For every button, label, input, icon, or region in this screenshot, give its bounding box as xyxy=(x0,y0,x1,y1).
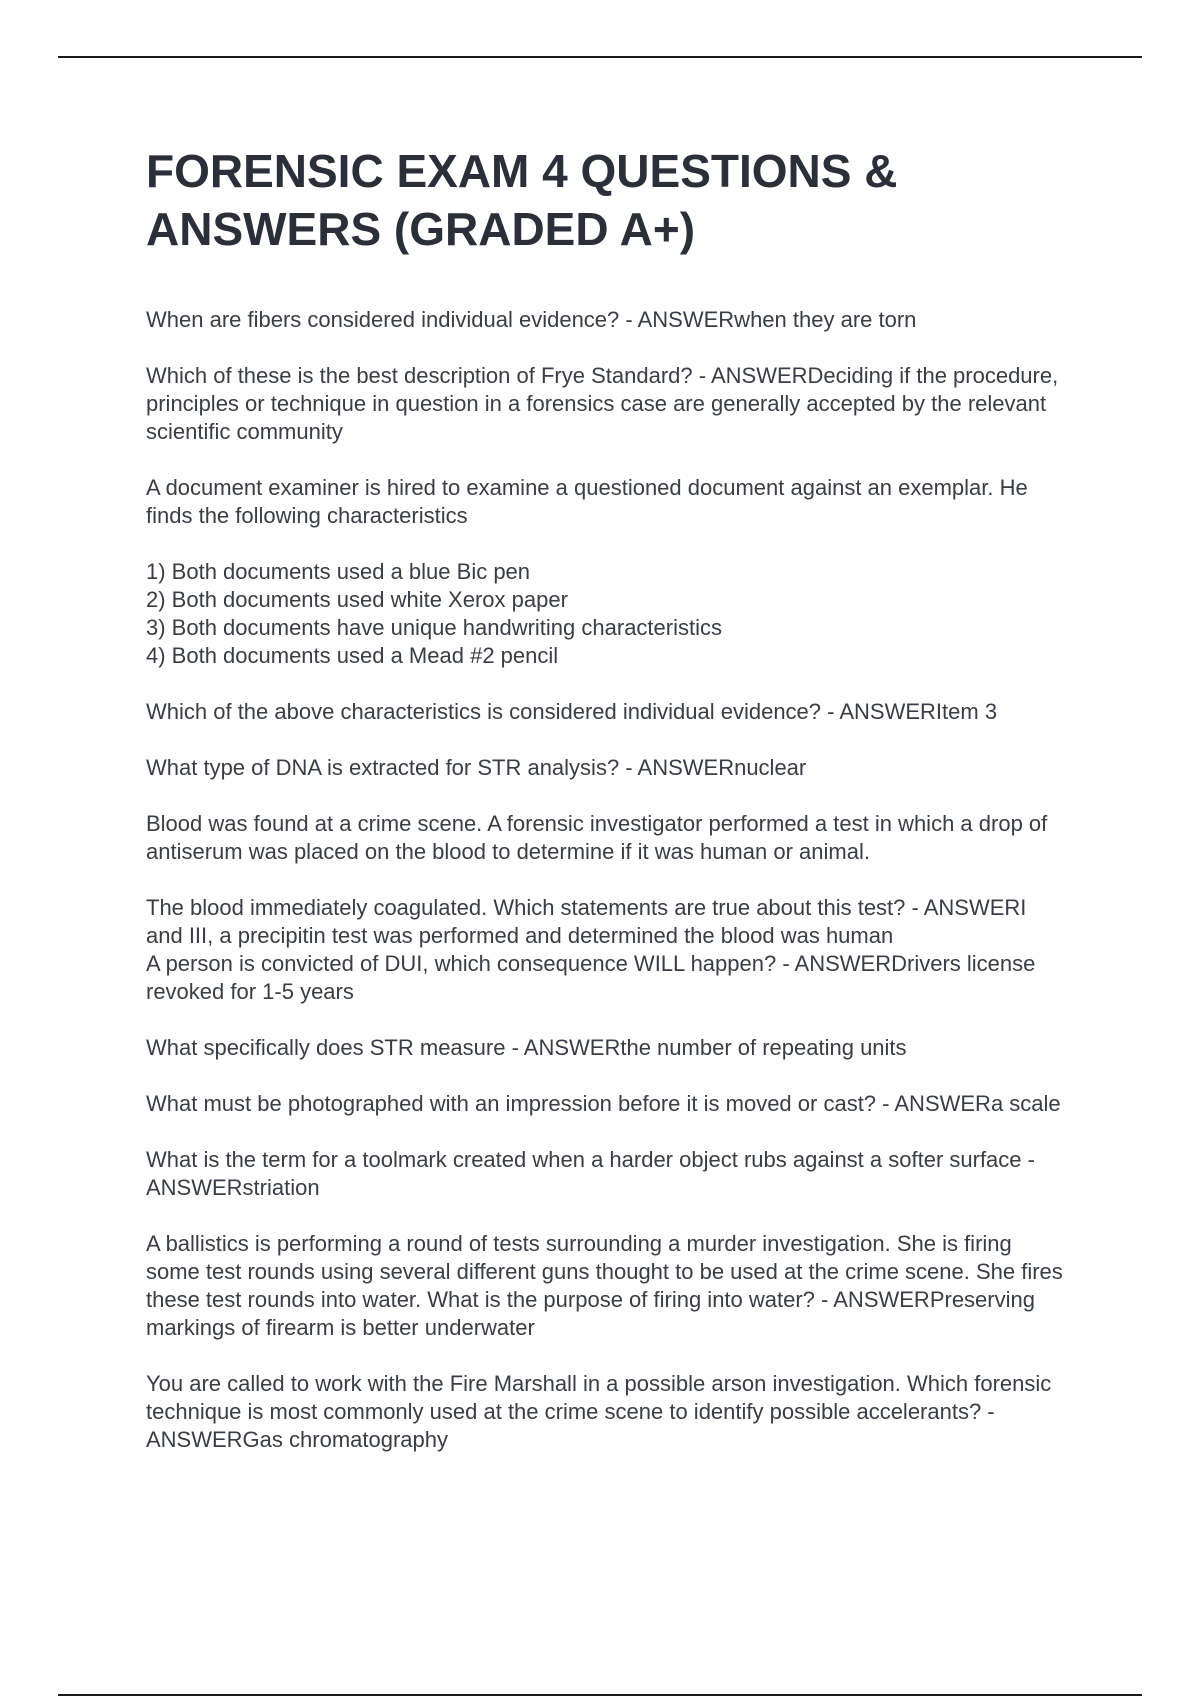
qa-paragraph: What must be photographed with an impression before it is moved or cast? - ANSWERa scale xyxy=(146,1091,1061,1116)
qa-paragraph: What is the term for a toolmark created when a harder object rubs against a softer surface - ANSWERstriation xyxy=(146,1147,1035,1200)
qa-paragraph: What type of DNA is extracted for STR analysis? - ANSWERnuclear xyxy=(146,755,807,780)
qa-paragraph: Blood was found at a crime scene. A forensic investigator performed a test in which a drop of antiserum was placed on the blood to determine if it was human or animal. xyxy=(146,811,1048,864)
qa-paragraph: The blood immediately coagulated. Which statements are true about this test? - ANSWERI and III, a precipitin test was performed and determined the blood was human xyxy=(146,895,1027,948)
qa-paragraph: Which of the above characteristics is considered individual evidence? - ANSWERItem 3 xyxy=(146,699,998,724)
document-title: FORENSIC EXAM 4 QUESTIONS & ANSWERS (GRADED A+) xyxy=(146,145,898,255)
qa-paragraph: A document examiner is hired to examine a questioned document against an exemplar. He finds the following characteristics xyxy=(146,475,1028,528)
qa-paragraph: A ballistics is performing a round of tests surrounding a murder investigation. She is firing some test rounds using several different guns thought to be used at the crime scene. She fires these test rounds into water. What is the purpose of firing into water? - ANSWERPreserving markings of firearm is better underwater xyxy=(146,1231,1063,1340)
qa-list xyxy=(146,306,1066,1454)
qa-paragraph: Which of these is the best description of Frye Standard? - ANSWERDeciding if the procedure, principles or technique in question in a forensics case are generally accepted by the relevant scientific community xyxy=(146,363,1059,444)
qa-paragraph: When are fibers considered individual evidence? - ANSWERwhen they are torn xyxy=(146,307,917,332)
header-rule xyxy=(58,56,1142,58)
qa-paragraph: A person is convicted of DUI, which consequence WILL happen? - ANSWERDrivers license revoked for 1-5 years xyxy=(146,951,1036,1004)
qa-paragraph: What specifically does STR measure - ANSWERthe number of repeating units xyxy=(146,1035,907,1060)
footer-rule xyxy=(58,1694,1142,1696)
qa-paragraph: You are called to work with the Fire Marshall in a possible arson investigation. Which forensic technique is most commonly used at the crime scene to identify possible accelerants? - ANSWERGas chromatography xyxy=(146,1371,1052,1452)
document-page xyxy=(146,142,1066,1482)
characteristics-list: 1) Both documents used a blue Bic pen 2) Both documents used white Xerox paper 3) Both documents have unique handwriting characteristics 4) Both documents used a Mead #2 pencil xyxy=(146,559,722,668)
